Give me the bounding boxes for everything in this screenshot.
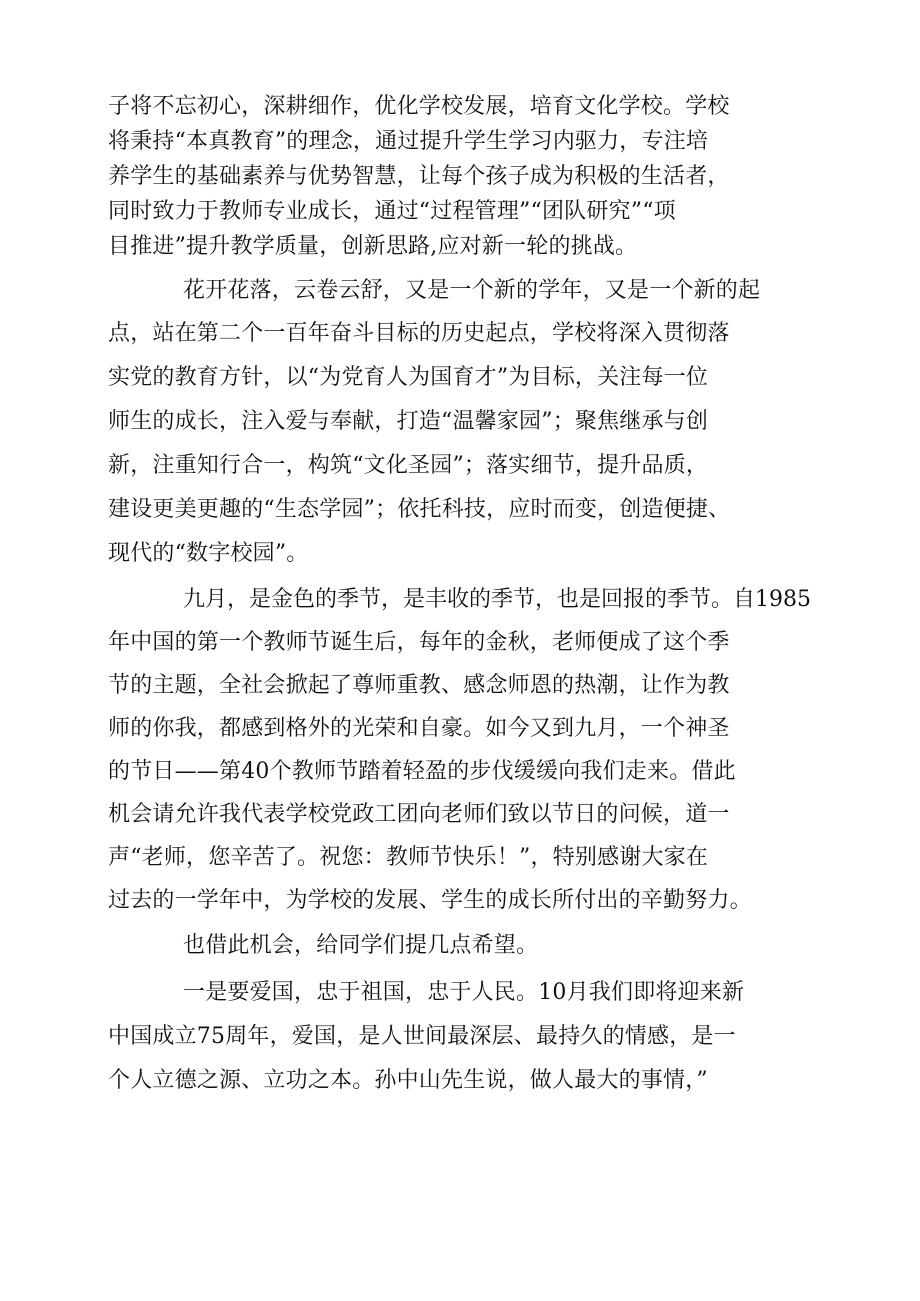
text-line: 新，注重知行合一，构筑“文化圣园”；落实细节，提升品质， (108, 453, 709, 478)
text-line: 年中国的第一个教师节诞生后，每年的金秋，老师便成了这个季 (108, 630, 730, 655)
text-line: 点，站在第二个一百年奋斗目标的历史起点，学校将深入贯彻落 (108, 321, 730, 346)
text-line: 同时致力于教师专业成长，通过“过程管理”“团队研究”“项 (108, 199, 676, 224)
text-line: 也借此机会，给同学们提几点希望。 (183, 933, 539, 958)
text-line: 师生的成长，注入爱与奉献，打造“温馨家园”；聚焦继承与创 (108, 409, 709, 434)
text-line: 养学生的基础素养与优势智慧，让每个孩子成为积极的生活者， (108, 164, 730, 189)
text-line: 机会请允许我代表学校党政工团向老师们致以节日的问候，道一 (108, 802, 730, 827)
text-line: 的节日——第40个教师节踏着轻盈的步伐缓缓向我们走来。借此 (108, 759, 736, 784)
text-line: 实党的教育方针，以“为党育人为国育才”为目标，关注每一位 (108, 365, 709, 390)
text-line: 建设更美更趣的“生态学园”；依托科技，应时而变，创造便捷、 (108, 497, 731, 522)
text-line: 现代的“数字校园”。 (108, 541, 309, 566)
text-line: 节的主题，全社会掀起了尊师重教、感念师恩的热潮，让作为教 (108, 673, 730, 698)
text-line: 声“老师，您辛苦了。祝您：教师节快乐！”，特别感谢大家在 (108, 845, 709, 870)
text-line: 过去的一学年中，为学校的发展、学生的成长所付出的辛勤努力。 (108, 888, 752, 913)
text-line: 中国成立75周年，爱国，是人世间最深层、最持久的情感，是一 (108, 1024, 736, 1049)
text-line: 一是要爱国，忠于祖国，忠于人民。10月我们即将迎来新 (183, 980, 745, 1005)
text-line: 将秉持“本真教育”的理念，通过提升学生学习内驱力，专注培 (108, 129, 709, 154)
text-line: 个人立德之源、立功之本。孙中山先生说，做人最大的事情，” (108, 1068, 708, 1093)
text-line: 子将不忘初心，深耕细作，优化学校发展，培育文化学校。学校 (108, 94, 730, 119)
text-line: 花开花落，云卷云舒，又是一个新的学年，又是一个新的起 (183, 278, 761, 303)
text-line: 师的你我，都感到格外的光荣和自豪。如今又到九月，一个神圣 (108, 716, 730, 741)
text-line: 九月，是金色的季节，是丰收的季节，也是回报的季节。自1985 (183, 587, 811, 612)
text-line: 目推进”提升教学质量，创新思路,应对新一轮的挑战。 (108, 234, 638, 259)
